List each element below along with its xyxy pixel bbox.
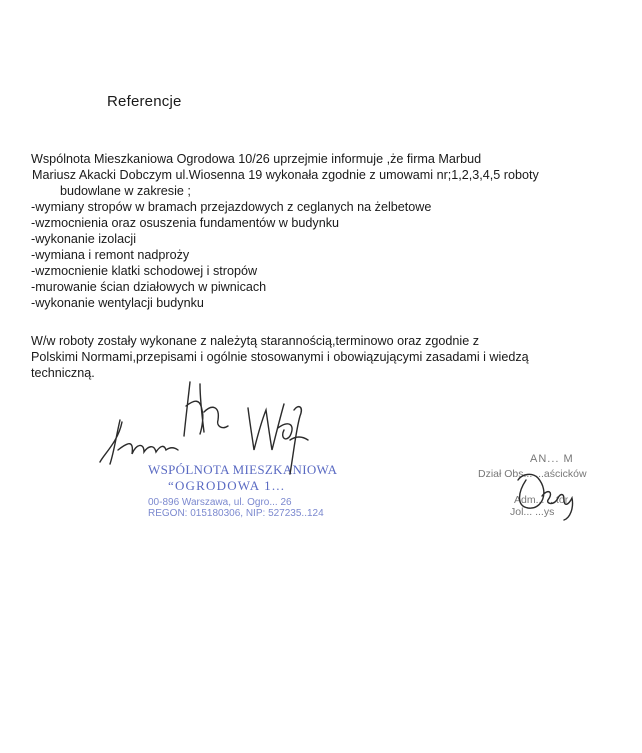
stamp-line: Dział Obs... ...aścicków <box>478 468 587 480</box>
closing-line: techniczną. <box>31 366 95 380</box>
stamp-line: WSPÓLNOTA MIESZKANIOWA <box>148 462 338 477</box>
list-item: -wymiany stropów w bramach przejazdowych z ceglanych na żelbetowe <box>31 200 432 214</box>
closing-paragraph <box>31 333 621 381</box>
closing-line: Polskimi Normami,przepisami i ogólnie stosowanymi i obowiązującymi zasadami i wiedzą <box>31 350 529 364</box>
closing-line: W/w roboty zostały wykonane z należytą starannością,terminowo oraz zgodnie z <box>31 334 479 348</box>
list-item: -murowanie ścian działowych w piwnicach <box>31 280 267 294</box>
list-item: -wykonanie izolacji <box>31 232 136 246</box>
list-item: -wykonanie wentylacji budynku <box>31 296 204 310</box>
list-item: -wymiana i remont nadproży <box>31 248 190 262</box>
signature-3 <box>238 390 318 480</box>
signature-2 <box>176 376 246 451</box>
document-title: Referencje <box>107 93 182 110</box>
document-body <box>31 151 611 311</box>
list-item: -wzmocnienia oraz osuszenia fundamentów w budynku <box>31 216 340 230</box>
stamp-line: REGON: 015180306, NIP: 527235..124 <box>148 508 324 519</box>
stamp-line: 00-896 Warszawa, ul. Ogro... 26 <box>148 497 292 508</box>
signature-1 <box>98 392 188 472</box>
body-line: budowlane w zakresie ; <box>60 184 191 198</box>
stamp-line: “OGRODOWA 1... <box>168 478 286 493</box>
stamp-line: AN... M <box>530 453 574 465</box>
stamp-line: Adm... ...tor <box>514 494 569 506</box>
signature-4 <box>508 462 588 522</box>
list-item: -wzmocnienie klatki schodowej i stropów <box>31 264 258 278</box>
body-line: Mariusz Akacki Dobczym ul.Wiosenna 19 wykonała zgodnie z umowami nr;1,2,3,4,5 roboty <box>32 168 539 182</box>
body-line: Wspólnota Mieszkaniowa Ogrodowa 10/26 uprzejmie informuje ,że firma Marbud <box>31 152 482 166</box>
stamp-line: Jol... ...ys <box>510 506 555 518</box>
